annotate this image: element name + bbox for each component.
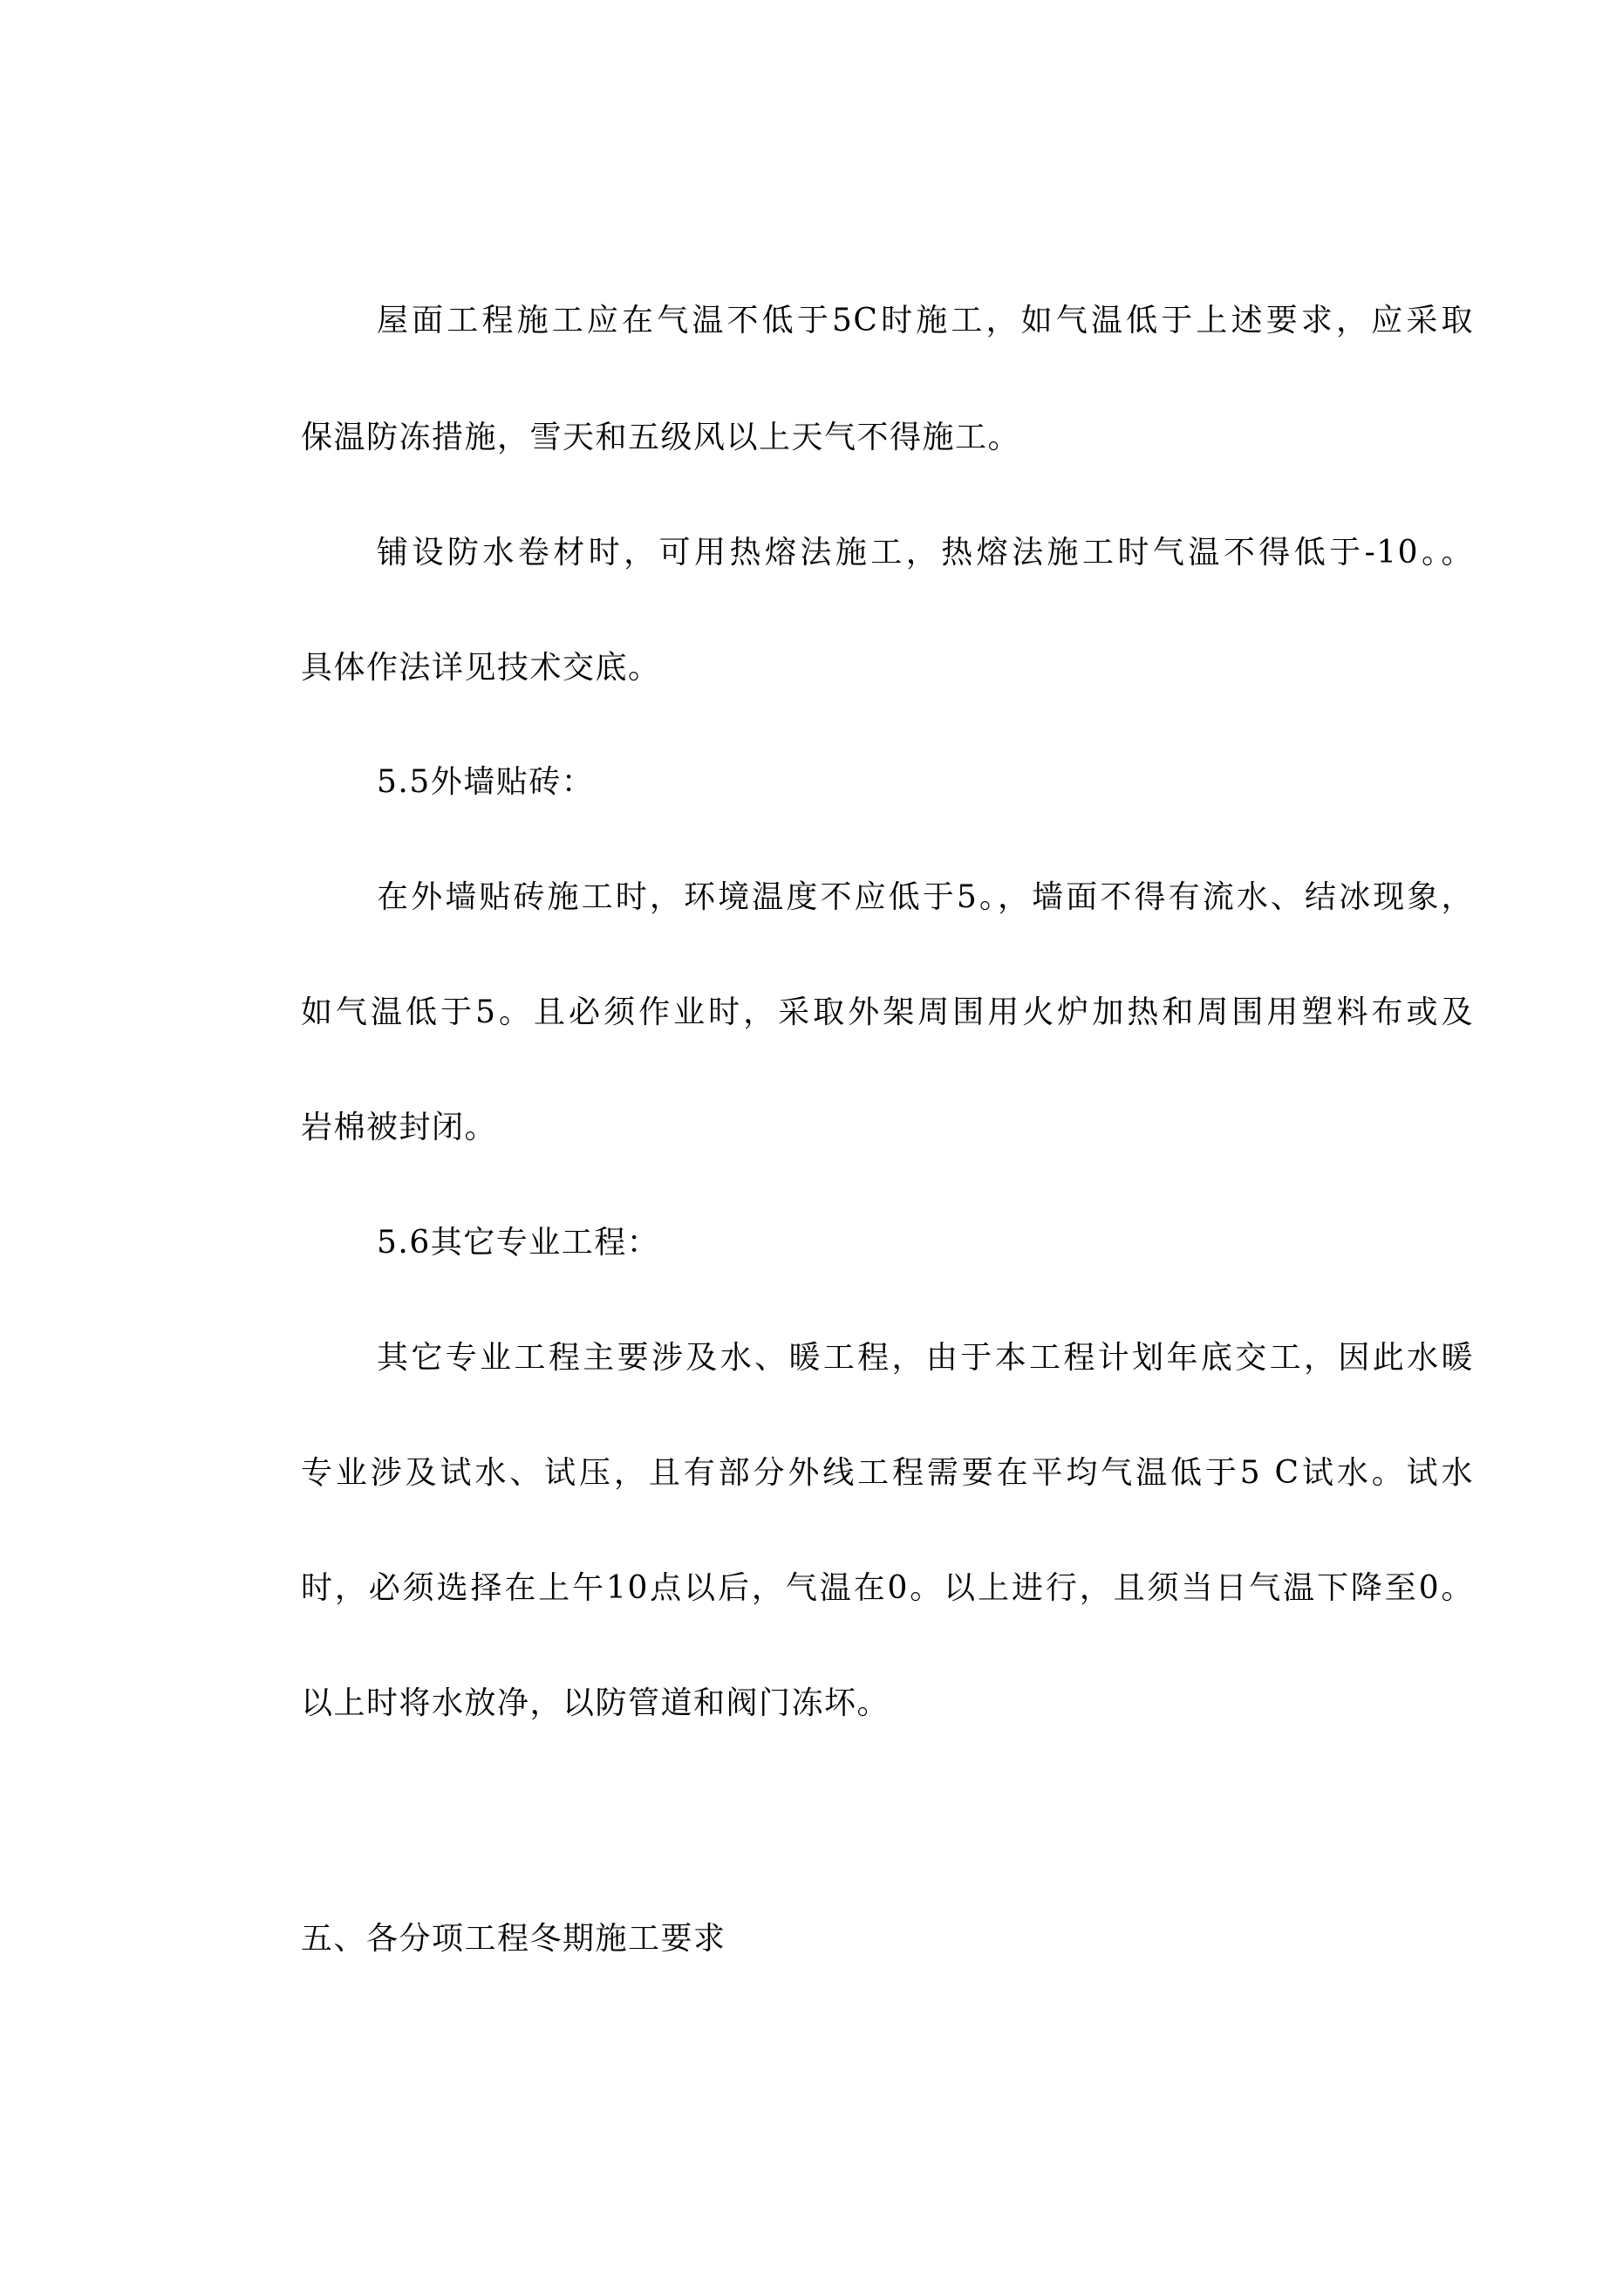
paragraph-tiling-line-3: 岩棉被封闭。 <box>301 1110 498 1145</box>
paragraph-membrane-line-2: 具体作法详见技术交底。 <box>301 650 661 686</box>
paragraph-other-works-line-3: 时，必须选择在上午10点以后，气温在0。以上进行，且须当日气温下降至0。 <box>301 1570 1474 1606</box>
section-heading-5-5: 5.5外墙贴砖： <box>377 764 595 800</box>
paragraph-other-works-line-2: 专业涉及试水、试压，且有部分外线工程需要在平均气温低于5 C试水。试水 <box>301 1455 1474 1491</box>
paragraph-other-works-line-4: 以上时将水放净，以防管道和阀门冻坏。 <box>301 1685 890 1721</box>
paragraph-other-works-line-1: 其它专业工程主要涉及水、暖工程，由于本工程计划年底交工，因此水暖 <box>377 1340 1474 1376</box>
chapter-heading-five: 五、各分项工程冬期施工要求 <box>301 1921 726 1957</box>
paragraph-roofing-line-1: 屋面工程施工应在气温不低于5C时施工，如气温低于上述要求，应采取 <box>377 303 1474 338</box>
section-heading-5-6: 5.6其它专业工程： <box>377 1225 660 1261</box>
paragraph-membrane-line-1: 铺设防水卷材时，可用热熔法施工，热熔法施工时气温不得低于-10。。 <box>377 535 1474 571</box>
paragraph-tiling-line-2: 如气温低于5。且必须作业时，采取外架周围用火炉加热和周围用塑料布或及 <box>301 994 1474 1030</box>
paragraph-roofing-line-2: 保温防冻措施，雪天和五级风以上天气不得施工。 <box>301 420 1021 455</box>
paragraph-tiling-line-1: 在外墙贴砖施工时，环境温度不应低于5。，墙面不得有流水、结冰现象， <box>377 879 1474 915</box>
